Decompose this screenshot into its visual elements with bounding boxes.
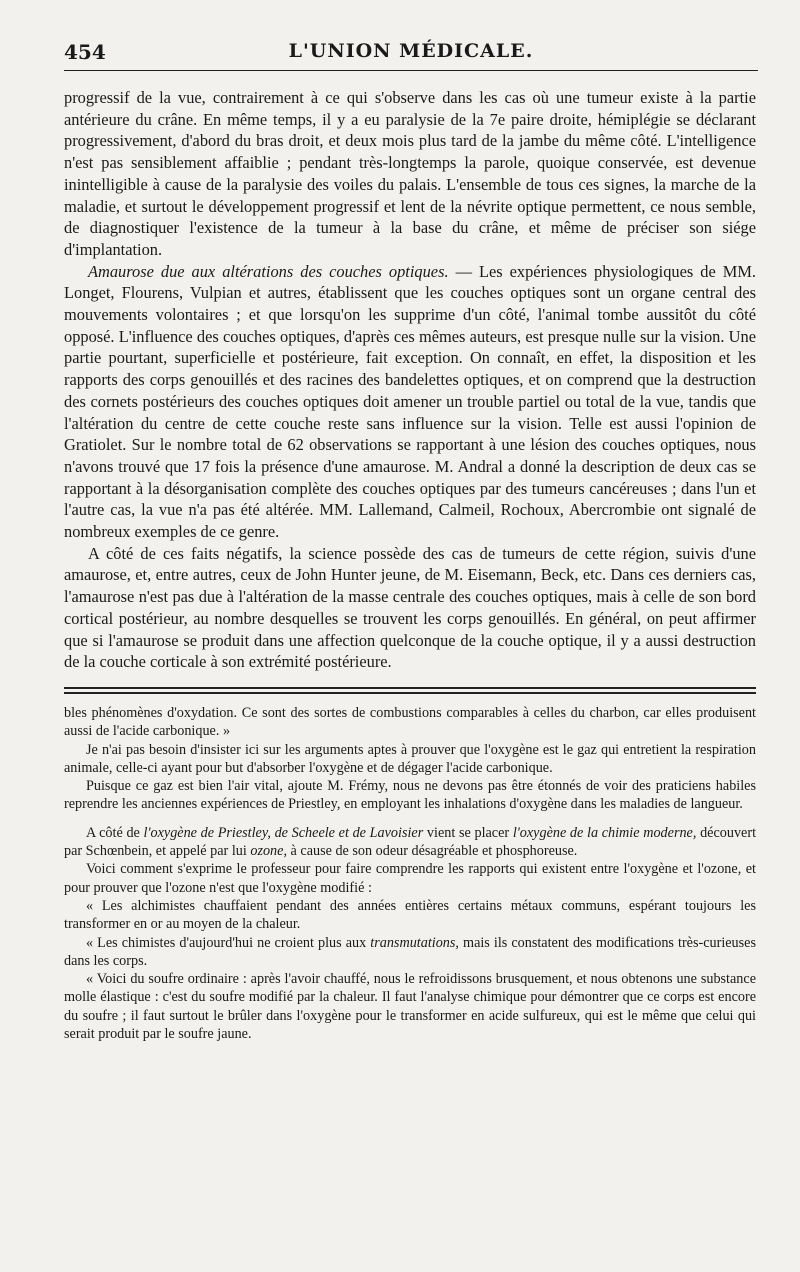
feuilleton-paragraph-soufre: « Voici du soufre ordinaire : après l'avoir chauffé, nous le refroidissons brusquement, et nous obtenons une substance molle élastique : c'est du soufre modifié par la chaleur. Il faut l'analyse chimique pour démontrer que ce corps est encore du soufre ; il faut surtout le brûler dans l'oxygène pour le transformer en acide sulfureux, qui est le même que celui qui serait produit par le soufre jaune. <box>64 971 756 1043</box>
paragraph-amaurose-optic-layers <box>64 261 756 543</box>
text-fragment: vient se placer <box>423 824 513 841</box>
feuilleton-paragraph-chimistes <box>64 934 756 971</box>
text-fragment: mais ils constatent des modifications très-curieuses dans les corps. <box>64 934 756 969</box>
text-fragment: à cause de son odeur désagréable et phosphoreuse. <box>287 843 578 860</box>
italic-fragment: ozone, <box>250 843 287 860</box>
running-title: L'UNION MÉDICALE. <box>288 40 534 62</box>
page-number: 454 <box>64 40 106 64</box>
italic-fragment: l'oxygène de la chimie moderne, <box>512 824 697 841</box>
paragraph-tumor-diagnosis: progressif de la vue, contrairement à ce qui s'observe dans les cas où une tumeur existe à la partie antérieure du crâne. En même temps, il y a eu paralysie de la 7e paire droite, hémiplégie se déclarant progressivement, d'abord du bras droit, et deux mois plus tard de la jambe du même côté. L'intelligence n'est pas sensiblement affaiblie ; pendant très-longtemps la parole, quoique conservée, est devenue inintelligible à cause de la paralysie des voiles du palais. L'ensemble de tous ces signes, la marche de la maladie, et surtout le développement progressif et lent de la névrite optique permettent, ce nous semble, de diagnostiquer l'existence de la tumeur à la base du crâne, et même de préciser son siége d'implantation. <box>64 88 756 259</box>
feuilleton-paragraph-respiration: Je n'ai pas besoin d'insister ici sur les arguments aptes à prouver que l'oxygène est le gaz qui entretient la respiration animale, celle-ci ayant pour but d'absorber l'oxygène et de dégager l'acide carbonique. <box>64 741 756 776</box>
feuilleton-paragraph-ozone <box>64 824 756 861</box>
paragraph-amaurose-text: — Les expériences physiologiques de MM. Longet, Flourens, Vulpian et autres, établissent que les couches optiques sont un organe central des mouvements volontaires ; et que lorsqu'on les supprime d'un côté, l'animal tombe aussitôt du côté opposé. L'influence des couches optiques, d'après ces mêmes auteurs, est presque nulle sur la vision. Une partie pourtant, superficielle et postérieure, fait exception. On connaît, en effet, la disposition et les rapports des corps genouillés et des racines des bandelettes optiques, et on comprend que la destruction des cornets postérieurs des couches optiques doit amener un trouble partiel ou total de la vue, tandis que l'altération du centre de cette couche reste sans influence sur la vision. Telle est aussi l'opinion de Gratiolet. Sur le nombre total de 62 observations se rapportant à une lésion des couches optiques, nous n'avons trouvé que 17 fois la présence d'une amaurose. M. Andral a donné la description de deux cas se rapportant à la désorganisation complète des couches optiques par des tumeurs cancéreuses ; dans l'un et l'autre cas, la vue n'a pas été altérée. MM. Lallemand, Calmeil, Rochoux, Abercrombie ont signalé de nombreux exemples de ce genre. <box>64 261 756 542</box>
page-header <box>64 36 758 71</box>
feuilleton-section <box>64 704 756 1043</box>
feuilleton-paragraph-oxydation: bles phénomènes d'oxydation. Ce sont des sortes de combustions comparables à celles du charbon, car elles produisent aussi de l'acide carbonique. » <box>64 704 756 740</box>
italic-fragment: transmutations, <box>370 934 459 951</box>
feuilleton-paragraph-fremy: Puisque ce gaz est bien l'air vital, ajoute M. Frémy, nous ne devons pas être étonnés de voir des praticiens habiles reprendre les anciennes expériences de Priestley, en employant les inhalations d'oxygène dans les maladies de langueur. <box>64 778 756 813</box>
main-article <box>64 87 756 673</box>
text-fragment: découvert par Schœnbein, et appelé par lui <box>64 824 757 860</box>
text-fragment: A côté de <box>86 824 144 841</box>
paragraph-tumor-cases: A côté de ces faits négatifs, la science possède des cas de tumeurs de cette région, suivis d'une amaurose, et, entre autres, ceux de John Hunter jeune, de M. Eisemann, Beck, etc. Dans ces derniers cas, l'amaurose n'est pas due à l'altération de la masse centrale des couches optiques, mais à celle de son bord cortical postérieur, au nombre desquelles se trouvent les corps genouillés. En général, on peut affirmer que si l'amaurose se produit dans une affection quelconque de la couche optique, il y a aussi destruction de la couche corticale à son extrémité postérieure. <box>64 543 756 672</box>
italic-fragment: l'oxygène de Priestley, de Scheele et de Lavoisier <box>143 824 424 841</box>
feuilleton-paragraph-alchimistes: « Les alchimistes chauffaient pendant des années entières certains métaux communs, espérant toujours les transformer en or au moyen de la chaleur. <box>64 897 756 933</box>
text-fragment: « Les chimistes d'aujourd'hui ne croient plus aux <box>86 934 371 951</box>
feuilleton-paragraph-professor: Voici comment s'exprime le professeur pour faire comprendre les rapports qui existent entre l'oxygène et l'ozone, et pour prouver que l'ozone n'est que l'oxygène modifié : <box>64 861 756 896</box>
section-title-amaurose: Amaurose due aux altérations des couches optiques. <box>88 261 449 281</box>
feuilleton-divider <box>64 687 756 694</box>
